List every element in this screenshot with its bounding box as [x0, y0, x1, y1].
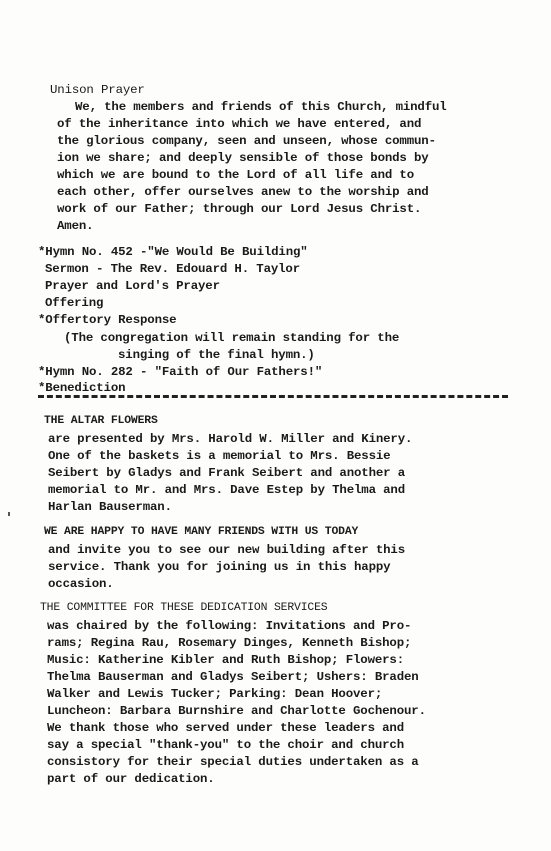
altar-flowers-line: are presented by Mrs. Harold W. Miller and Kinery.	[48, 432, 413, 446]
committee-line: Walker and Lewis Tucker; Parking: Dean Hoover;	[47, 687, 383, 701]
service-note: singing of the final hymn.)	[118, 348, 315, 362]
unison-prayer-heading: Unison Prayer	[50, 83, 145, 97]
section-divider	[38, 395, 508, 398]
committee-heading: THE COMMITTEE FOR THESE DEDICATION SERVICES	[40, 602, 328, 614]
prayer-line: ion we share; and deeply sensible of those bonds by	[57, 151, 429, 165]
committee-line: rams; Regina Rau, Rosemary Dinges, Kenneth Bishop;	[47, 636, 412, 650]
service-item-sermon: Sermon - The Rev. Edouard H. Taylor	[45, 262, 300, 276]
prayer-line: each other, offer ourselves anew to the worship and	[57, 185, 429, 199]
service-item-offertory-response: *Offertory Response	[38, 313, 177, 327]
prayer-line: Amen.	[57, 219, 94, 233]
committee-line: consistory for their special duties undertaken as a	[47, 755, 419, 769]
service-item-offering: Offering	[45, 296, 104, 310]
altar-flowers-line: memorial to Mr. and Mrs. Dave Estep by Thelma and	[48, 483, 405, 497]
service-item-hymn-282: *Hymn No. 282 - "Faith of Our Fathers!"	[38, 365, 323, 379]
altar-flowers-line: Seibert by Gladys and Frank Seibert and another a	[48, 466, 405, 480]
altar-flowers-line: Harlan Bauserman.	[48, 500, 172, 514]
service-item-hymn-452: *Hymn No. 452 -"We Would Be Building"	[38, 245, 308, 259]
prayer-line: which we are bound to the Lord of all life and to	[57, 168, 414, 182]
committee-line: Music: Katherine Kibler and Ruth Bishop; Flowers:	[47, 653, 404, 667]
committee-line: say a special "thank-you" to the choir and church	[47, 738, 404, 752]
margin-mark	[8, 512, 10, 516]
service-note: (The congregation will remain standing for the	[64, 331, 400, 345]
altar-flowers-line: One of the baskets is a memorial to Mrs. Bessie	[48, 449, 391, 463]
prayer-line: work of our Father; through our Lord Jesus Christ.	[57, 202, 422, 216]
happy-friends-line: and invite you to see our new building after this	[48, 543, 405, 557]
prayer-line: of the inheritance into which we have entered, and	[57, 117, 422, 131]
happy-friends-heading: WE ARE HAPPY TO HAVE MANY FRIENDS WITH US TODAY	[44, 526, 359, 538]
committee-line: part of our dedication.	[47, 772, 215, 786]
happy-friends-line: service. Thank you for joining us in this happy	[48, 560, 391, 574]
committee-line: Luncheon: Barbara Burnshire and Charlotte Gochenour.	[47, 704, 426, 718]
altar-flowers-heading: THE ALTAR FLOWERS	[44, 415, 158, 427]
service-item-prayer: Prayer and Lord's Prayer	[45, 279, 220, 293]
committee-line: Thelma Bauserman and Gladys Seibert; Ushers: Braden	[47, 670, 419, 684]
committee-line: We thank those who served under these leaders and	[47, 721, 404, 735]
prayer-line: We, the members and friends of this Church, mindful	[75, 100, 447, 114]
committee-line: was chaired by the following: Invitations and Pro-	[47, 619, 412, 633]
happy-friends-line: occasion.	[48, 577, 114, 591]
prayer-line: the glorious company, seen and unseen, whose commun-	[57, 134, 436, 148]
service-item-benediction: *Benediction	[38, 381, 126, 395]
